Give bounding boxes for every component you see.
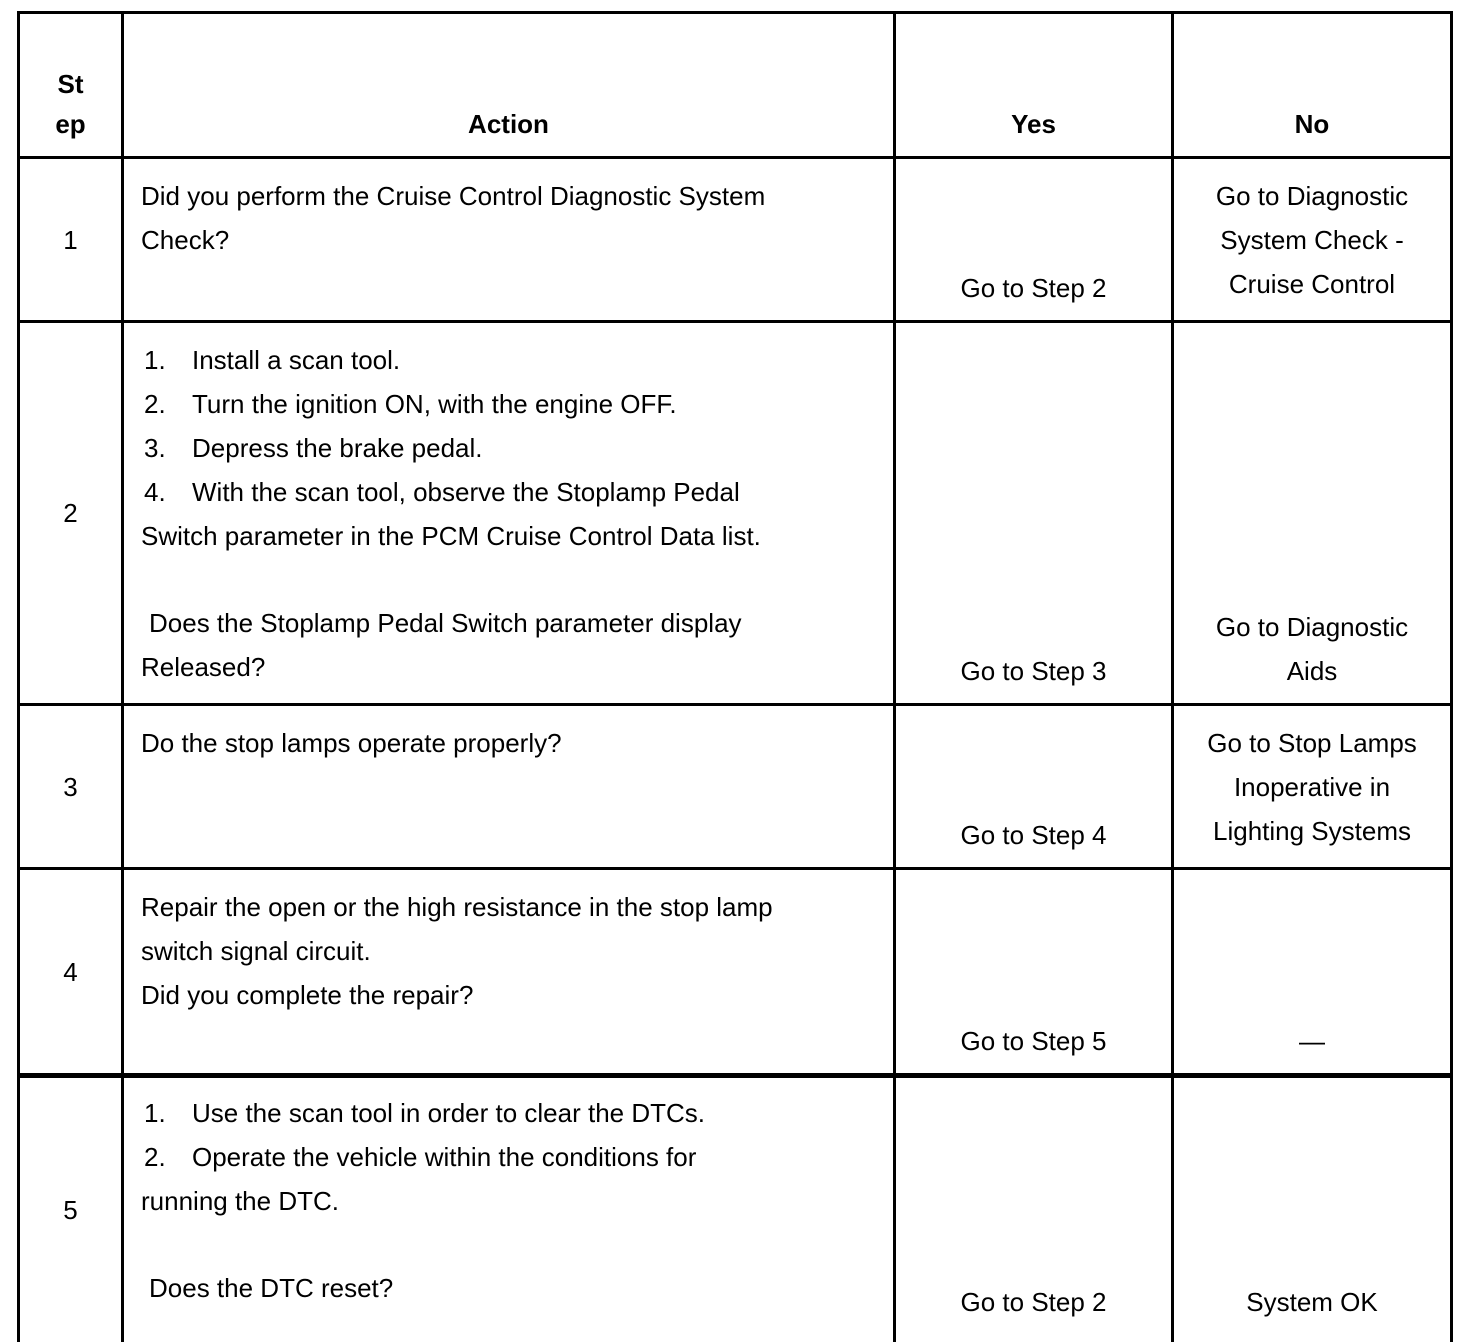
- no-line: Go to Diagnostic: [1215, 181, 1409, 211]
- no-cell: [1171, 870, 1453, 1073]
- continuation-line: running the DTC.: [141, 1186, 339, 1216]
- item-text: Turn the ignition ON, with the engine OFF.: [192, 389, 677, 419]
- no-cell: [1171, 1078, 1453, 1342]
- header-row: [17, 11, 1453, 156]
- step-cell: [17, 706, 121, 867]
- no-line: Go to Stop Lamps: [1207, 728, 1417, 758]
- step-cell: [17, 870, 121, 1073]
- numbered-item: [141, 426, 883, 470]
- yes-text: Go to Step 3: [960, 656, 1107, 686]
- action-line: Do the stop lamps operate properly?: [141, 728, 562, 758]
- spacer: [141, 1223, 883, 1266]
- action-cell: [121, 1078, 893, 1342]
- item-number: 4.: [144, 477, 166, 507]
- no-line: Inoperative in: [1233, 772, 1391, 802]
- action-cell: [121, 159, 893, 320]
- item-number: 2.: [144, 389, 166, 419]
- diagnostic-table: [17, 11, 1453, 1342]
- numbered-item: [141, 1091, 883, 1135]
- yes-cell: [893, 323, 1171, 703]
- action-line: Check?: [141, 225, 230, 255]
- numbered-item: [141, 338, 883, 382]
- numbered-item: [141, 1135, 883, 1179]
- action-text: [141, 174, 883, 262]
- no-line: Aids: [1286, 656, 1338, 686]
- yes-cell: [893, 1078, 1171, 1342]
- item-text: Install a scan tool.: [192, 345, 401, 375]
- question-line: Does the DTC reset?: [149, 1273, 394, 1303]
- header-step-line1: St: [57, 69, 84, 99]
- step-number: 2: [63, 498, 78, 528]
- action-text: [141, 885, 883, 1017]
- no-line: Cruise Control: [1228, 269, 1396, 299]
- continuation-line: Switch parameter in the PCM Cruise Control Data list.: [141, 521, 761, 551]
- action-line: Repair the open or the high resistance in the stop lamp: [141, 892, 773, 922]
- header-yes-cell: [893, 14, 1171, 156]
- yes-cell: [893, 159, 1171, 320]
- header-step-line2: ep: [55, 109, 86, 139]
- action-cell: [121, 870, 893, 1073]
- item-number: 2.: [144, 1142, 166, 1172]
- no-text: [1174, 721, 1450, 853]
- header-step-label: [20, 64, 121, 144]
- item-text: Operate the vehicle within the conditions for: [192, 1142, 697, 1172]
- item-text: With the scan tool, observe the Stoplamp Pedal: [192, 477, 740, 507]
- item-number: 1.: [144, 1098, 166, 1128]
- no-text: System OK: [1246, 1287, 1378, 1317]
- step-number: 5: [63, 1195, 78, 1225]
- yes-cell: [893, 870, 1171, 1073]
- header-yes-label: Yes: [1011, 109, 1056, 139]
- no-text: [1174, 605, 1450, 693]
- item-number: 3.: [144, 433, 166, 463]
- header-no-cell: [1171, 14, 1453, 156]
- no-line: Go to Diagnostic: [1215, 612, 1409, 642]
- action-line: switch signal circuit.: [141, 936, 371, 966]
- item-text: Depress the brake pedal.: [192, 433, 483, 463]
- no-cell: [1171, 323, 1453, 703]
- action-text: [141, 338, 883, 689]
- no-cell: [1171, 159, 1453, 320]
- yes-cell: [893, 706, 1171, 867]
- header-step-cell: [17, 14, 121, 156]
- table-row: [17, 867, 1453, 1073]
- question-line: Does the Stoplamp Pedal Switch parameter display: [149, 608, 742, 638]
- yes-text: Go to Step 2: [960, 273, 1107, 303]
- table-row: [17, 1073, 1453, 1342]
- step-cell: [17, 159, 121, 320]
- action-text: [141, 1091, 883, 1310]
- action-cell: [121, 323, 893, 703]
- step-cell: [17, 1078, 121, 1342]
- step-number: 4: [63, 956, 78, 987]
- header-action-cell: [121, 14, 893, 156]
- table-row: [17, 703, 1453, 867]
- header-no-label: No: [1294, 109, 1330, 139]
- numbered-item: [141, 470, 883, 514]
- table-row: [17, 320, 1453, 703]
- no-text: [1174, 174, 1450, 306]
- yes-text: Go to Step 2: [960, 1287, 1107, 1317]
- action-line: Did you complete the repair?: [141, 980, 474, 1010]
- step-number: 3: [63, 771, 78, 802]
- no-cell: [1171, 706, 1453, 867]
- table-row: [17, 156, 1453, 320]
- action-line: Did you perform the Cruise Control Diagnostic System: [141, 181, 766, 211]
- no-line: System Check -: [1220, 225, 1404, 255]
- step-cell: [17, 323, 121, 703]
- step-number: 1: [63, 224, 78, 255]
- action-cell: [121, 706, 893, 867]
- item-number: 1.: [144, 345, 166, 375]
- header-action-label: Action: [468, 109, 549, 139]
- no-text: —: [1299, 1026, 1325, 1056]
- action-text: [141, 721, 883, 765]
- spacer: [141, 558, 883, 601]
- question-line: Released?: [141, 652, 266, 682]
- no-line: Lighting Systems: [1213, 816, 1411, 846]
- item-text: Use the scan tool in order to clear the DTCs.: [192, 1098, 706, 1128]
- yes-text: Go to Step 4: [960, 820, 1107, 850]
- numbered-item: [141, 382, 883, 426]
- yes-text: Go to Step 5: [960, 1026, 1107, 1056]
